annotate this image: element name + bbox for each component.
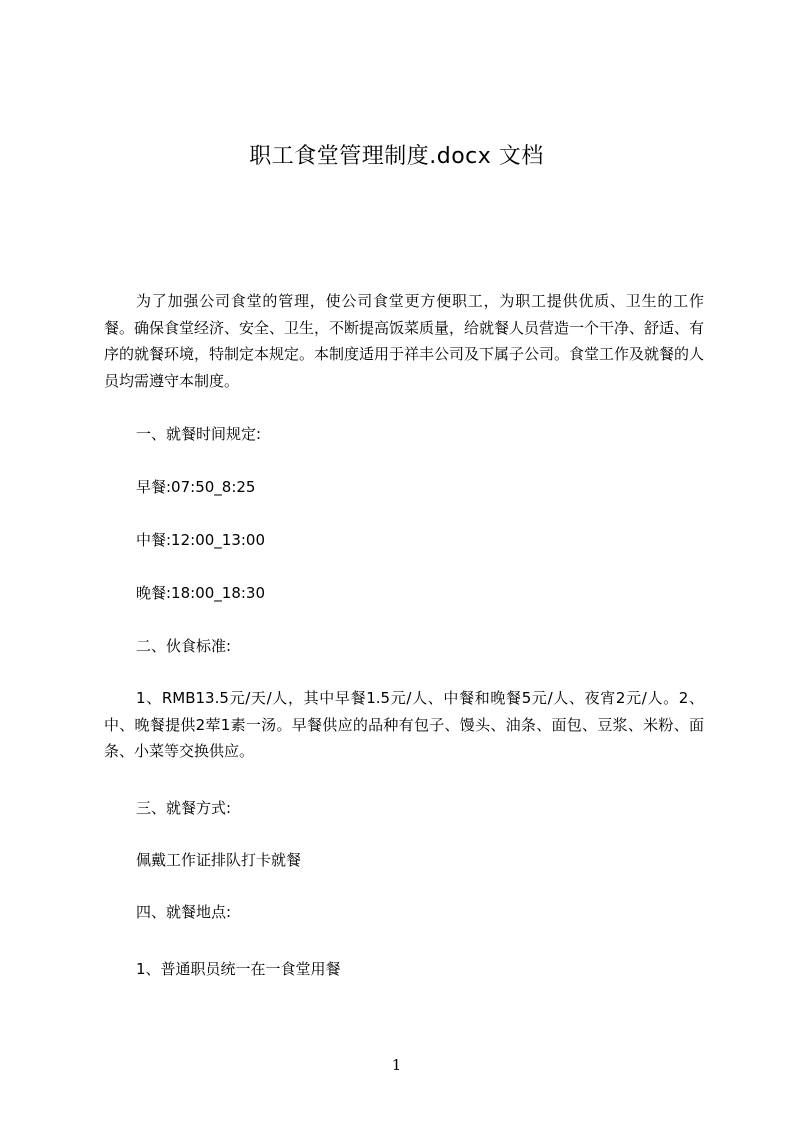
meal-standard-paragraph: 1、RMB13.5元/天/人，其中早餐1.5元/人、中餐和晚餐5元/人、夜宵2元/人。2、中、晚餐提供2荤1素一汤。早餐供应的品种有包子、馒头、油条、面包、豆浆、米粉、面条、小菜等交换供应。 [104,689,704,760]
dinner-time: 晚餐:18:00_18:30 [136,584,266,602]
section-heading-meal-standard: 二、伙食标准: [136,637,232,655]
intro-paragraph: 为了加强公司食堂的管理，使公司食堂更方便职工，为职工提供优质、卫生的工作餐。确保食堂经济、安全、卫生，不断提高饭菜质量，给就餐人员营造一个干净、舒适、有序的就餐环境，特制定本规定。本制度适用于祥丰公司及下属子公司。食堂工作及就餐的人员均需遵守本制度。 [104,292,705,390]
dining-location-item-1: 1、普通职员统一在一食堂用餐 [136,960,341,978]
page-number: 1 [391,1056,402,1074]
section-heading-dining-location: 四、就餐地点: [136,903,232,921]
dining-method-text: 佩戴工作证排队打卡就餐 [136,851,302,869]
section-heading-meal-times: 一、就餐时间规定: [136,425,262,443]
section-heading-dining-method: 三、就餐方式: [136,799,232,817]
lunch-time: 中餐:12:00_13:00 [136,531,266,549]
breakfast-time: 早餐:07:50_8:25 [136,478,256,496]
document-title: 职工食堂管理制度.docx 文档 [249,144,544,169]
